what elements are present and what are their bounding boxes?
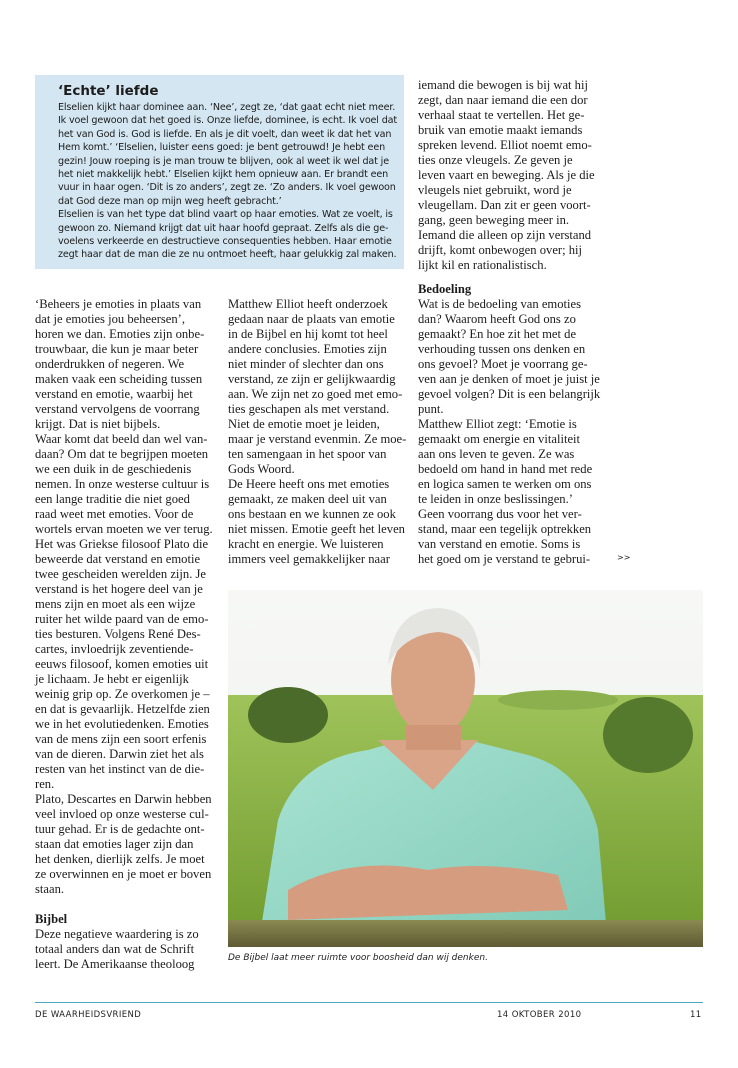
text-line: ties besturen. Volgens René Des- bbox=[35, 627, 201, 641]
text-line: verstand vervolgens de voorrang bbox=[35, 402, 200, 416]
text-line: een lange traditie die niet goed bbox=[35, 492, 190, 506]
subheading-bedoeling: Bedoeling bbox=[418, 282, 472, 296]
text-line: veel invloed op onze westerse cul- bbox=[35, 807, 209, 821]
text-line: gevoel volgen? Dit is een belangrijk bbox=[418, 387, 601, 401]
text-line: vleugels niet gebruikt, word je bbox=[418, 183, 572, 197]
text-line: het niet makkelijk hebt.’ Elselien kijkt hem opnieuw aan. Er brandt een bbox=[58, 169, 389, 181]
text-line: leert. De Amerikaanse theoloog bbox=[35, 957, 195, 971]
text-line: cartes, invloedrijk zeventiende- bbox=[35, 642, 194, 656]
text-line: verhouding tussen ons denken en bbox=[418, 342, 586, 356]
continue-marker: >> bbox=[617, 553, 631, 562]
sidebar-box bbox=[35, 75, 404, 269]
text-line: verstand, ze zijn er gelijkwaardig bbox=[228, 372, 396, 386]
text-line: nemen. In onze westerse cultuur is bbox=[35, 477, 210, 491]
text-line: in de Bijbel en hij komt tot heel bbox=[228, 327, 388, 341]
text-line: voelens verkeerde en destructieve consequenties hebben. Haar emotie bbox=[58, 236, 392, 248]
text-line: lijkt kil en rationalistisch. bbox=[418, 258, 547, 272]
text-line: maken vaak een scheiding tussen bbox=[35, 372, 203, 386]
sidebar-box-body bbox=[58, 101, 397, 262]
text-line: Ik voel gewoon dat het goed is. Onze liefde, dominee, is echt. Ik voel dat bbox=[58, 115, 397, 127]
text-line: weinig grip op. Ze overkomen je – bbox=[35, 687, 210, 701]
text-line: het goed om je verstand te gebrui- bbox=[418, 552, 591, 566]
text-line: we in het evolutiedenken. Emoties bbox=[35, 717, 209, 731]
text-line: van de mens zijn een soort erfenis bbox=[35, 732, 207, 746]
text-line: verstand en emotie, waarbij het bbox=[35, 387, 193, 401]
sidebar-box-title: ‘Echte’ liefde bbox=[58, 83, 159, 99]
text-line: ren. bbox=[35, 777, 55, 791]
text-line: mens zijn en moet als een wijze bbox=[35, 597, 196, 611]
text-line: ven aan je denken of moet je juist je bbox=[418, 372, 600, 386]
text-line: je lichaam. Je hebt er eigenlijk bbox=[35, 672, 189, 686]
column-3-text bbox=[418, 297, 600, 567]
text-line: iemand die bewogen is bij wat hij bbox=[418, 78, 588, 92]
text-line: aan ons leven te geven. Ze was bbox=[418, 447, 575, 461]
text-line: immers veel gemakkelijker naar bbox=[228, 552, 390, 566]
text-line: horen we dan. Emoties zijn onbe- bbox=[35, 327, 205, 341]
text-line: eeuws filosoof, komen emoties uit bbox=[35, 657, 209, 671]
column-1-text-2 bbox=[35, 927, 213, 972]
text-line: punt. bbox=[418, 402, 444, 416]
text-line: verhaal staat te vertellen. Het ge- bbox=[418, 108, 585, 122]
text-line: gemaakt? En hoe zit het met de bbox=[418, 327, 577, 341]
subheading-bijbel: Bijbel bbox=[35, 912, 68, 926]
text-line: Matthew Elliot zegt: ‘Emotie is bbox=[418, 417, 577, 431]
text-line: Iemand die alleen op zijn verstand bbox=[418, 228, 592, 242]
text-line: staan. bbox=[35, 882, 65, 896]
text-line: spreken levend. Elliot noemt emo- bbox=[418, 138, 592, 152]
text-line: drijft, komt onbewogen over; hij bbox=[418, 243, 583, 257]
text-line: dat je emoties jou beheersen’, bbox=[35, 312, 186, 326]
column-3 bbox=[418, 282, 600, 567]
text-line: krijgt. Dat is niet bijbels. bbox=[35, 417, 161, 431]
text-line: ten samengaan in het spoor van bbox=[228, 447, 387, 461]
text-line: verstand is het hogere deel van je bbox=[35, 582, 203, 596]
column-top-right bbox=[418, 78, 595, 273]
text-line: gewoon zo. Niemand krijgt dat uit haar hoofd gepraat. Zelfs als die ge- bbox=[58, 222, 389, 234]
text-line: ties onze vleugels. Ze geven je bbox=[418, 153, 573, 167]
text-line: vuur in haar ogen. ‘Dit is zo anders’, zegt ze. ‘Zo anders. Ik voel gewoon bbox=[58, 182, 396, 194]
text-line: van de dieren. Darwin ziet het als bbox=[35, 747, 204, 761]
text-line: te leiden in onze beslissingen.’ bbox=[418, 492, 573, 506]
text-line: daan? Om dat te begrijpen moeten bbox=[35, 447, 209, 461]
text-line: Geen voorrang dus voor het ver- bbox=[418, 507, 582, 521]
column-2-text bbox=[228, 297, 406, 567]
column-2 bbox=[228, 297, 406, 567]
text-line: ze overwinnen en je moet er boven bbox=[35, 867, 212, 881]
text-line: Het was Griekse filosoof Plato die bbox=[35, 537, 209, 551]
text-line: dan? Waarom heeft God ons zo bbox=[418, 312, 576, 326]
text-line: andere conclusies. Emoties zijn bbox=[228, 342, 387, 356]
text-line: zegt haar dat de man die ze nu ontmoet heeft, haar gelukkig zal maken. bbox=[58, 249, 397, 261]
footer-publication: DE WAARHEIDSVRIEND bbox=[35, 1010, 142, 1020]
text-line: gedaan naar de plaats van emotie bbox=[228, 312, 395, 326]
text-line: gezin! Jouw roeping is je man trouw te blijven, ook al weet ik wel dat je bbox=[58, 155, 389, 167]
text-line: trouwbaar, die kun je maar beter bbox=[35, 342, 199, 356]
text-line: Matthew Elliot heeft onderzoek bbox=[228, 297, 388, 311]
text-line: Waar komt dat beeld dan wel van- bbox=[35, 432, 208, 446]
text-line: vleugellam. Dan zit er geen voort- bbox=[418, 198, 591, 212]
text-line: twee gescheiden werelden zijn. Je bbox=[35, 567, 206, 581]
text-line: beweerde dat verstand en emotie bbox=[35, 552, 201, 566]
text-line: niet minder of slechter dan ons bbox=[228, 357, 384, 371]
text-line: Plato, Descartes en Darwin hebben bbox=[35, 792, 212, 806]
text-line: van verstand en emotie. Soms is bbox=[418, 537, 581, 551]
text-line: Niet de emotie moet je leiden, bbox=[228, 417, 380, 431]
column-1-text bbox=[35, 297, 213, 897]
text-line: ruiter het wilde paard van de emo- bbox=[35, 612, 209, 626]
text-line: we een duik in de geschiedenis bbox=[35, 462, 192, 476]
text-line: kracht en energie. We luisteren bbox=[228, 537, 384, 551]
text-line: het van God is. God is liefde. En als je dit voelt, dan weet ik dat het van bbox=[58, 128, 392, 140]
photo-caption: De Bijbel laat meer ruimte voor boosheid dan wij denken. bbox=[228, 953, 488, 963]
text-line: zegt, dan naar iemand die een dor bbox=[418, 93, 588, 107]
text-line: en logica samen te werken om ons bbox=[418, 477, 592, 491]
text-line: gemaakt om energie en vitaliteit bbox=[418, 432, 581, 446]
text-line: onderdrukken of negeren. We bbox=[35, 357, 185, 371]
text-line: Deze negatieve waardering is zo bbox=[35, 927, 199, 941]
text-line: gemaakt, ze maken deel uit van bbox=[228, 492, 387, 506]
column-top-right-text bbox=[418, 78, 595, 273]
footer-rule bbox=[35, 1002, 703, 1003]
text-line: stand, maar een tegelijk optrekken bbox=[418, 522, 592, 536]
text-line: wortels ervan moeten we ver terug. bbox=[35, 522, 213, 536]
photo-elderly-man bbox=[228, 590, 703, 947]
text-line: De Heere heeft ons met emoties bbox=[228, 477, 390, 491]
column-1 bbox=[35, 297, 213, 972]
text-line: bruik van emotie maakt iemands bbox=[418, 123, 583, 137]
text-line: en dat is gevaarlijk. Hetzelfde zien bbox=[35, 702, 210, 716]
text-line: dat God deze man op mijn weg heeft gebracht.’ bbox=[58, 195, 282, 207]
text-line: totaal anders dan wat de Schrift bbox=[35, 942, 195, 956]
text-line: Wat is de bedoeling van emoties bbox=[418, 297, 582, 311]
text-line: tuur gehad. Er is de gedachte ont- bbox=[35, 822, 205, 836]
text-line: bedoeld om hand in hand met rede bbox=[418, 462, 593, 476]
text-line: ons gevoel? Moet je voorrang ge- bbox=[418, 357, 588, 371]
text-line: gang, geen beweging meer in. bbox=[418, 213, 570, 227]
text-line: Elselien kijkt haar dominee aan. ‘Nee’, zegt ze, ‘dat gaat echt niet meer. bbox=[58, 102, 396, 113]
footer-page-number: 11 bbox=[690, 1010, 702, 1020]
footer-date: 14 OKTOBER 2010 bbox=[497, 1010, 582, 1020]
photo-illustration bbox=[228, 590, 703, 947]
text-line: ‘Beheers je emoties in plaats van bbox=[35, 297, 202, 311]
text-line: resten van het instinct van de die- bbox=[35, 762, 205, 776]
text-line: raad weet met emoties. Voor de bbox=[35, 507, 194, 521]
text-line: leven vaart en beweging. Als je die bbox=[418, 168, 595, 182]
text-line: Elselien is van het type dat blind vaart op haar emoties. Wat ze voelt, is bbox=[58, 209, 393, 221]
text-line: ons bestaan en we kunnen ze ook bbox=[228, 507, 396, 521]
text-line: Hem komt.’ ‘Elselien, luister eens goed: je bent getrouwd! Je hebt een bbox=[58, 142, 385, 154]
text-line: niet missen. Emotie geeft het leven bbox=[228, 522, 405, 536]
text-line: het denken, dierlijk zelfs. Je moet bbox=[35, 852, 205, 866]
text-line: aan. We zijn net zo goed met emo- bbox=[228, 387, 403, 401]
text-line: ties geschapen als met verstand. bbox=[228, 402, 390, 416]
text-line: maar je verstand evenmin. Ze moe- bbox=[228, 432, 407, 446]
text-line: staan dat emoties lager zijn dan bbox=[35, 837, 194, 851]
text-line: Gods Woord. bbox=[228, 462, 295, 476]
